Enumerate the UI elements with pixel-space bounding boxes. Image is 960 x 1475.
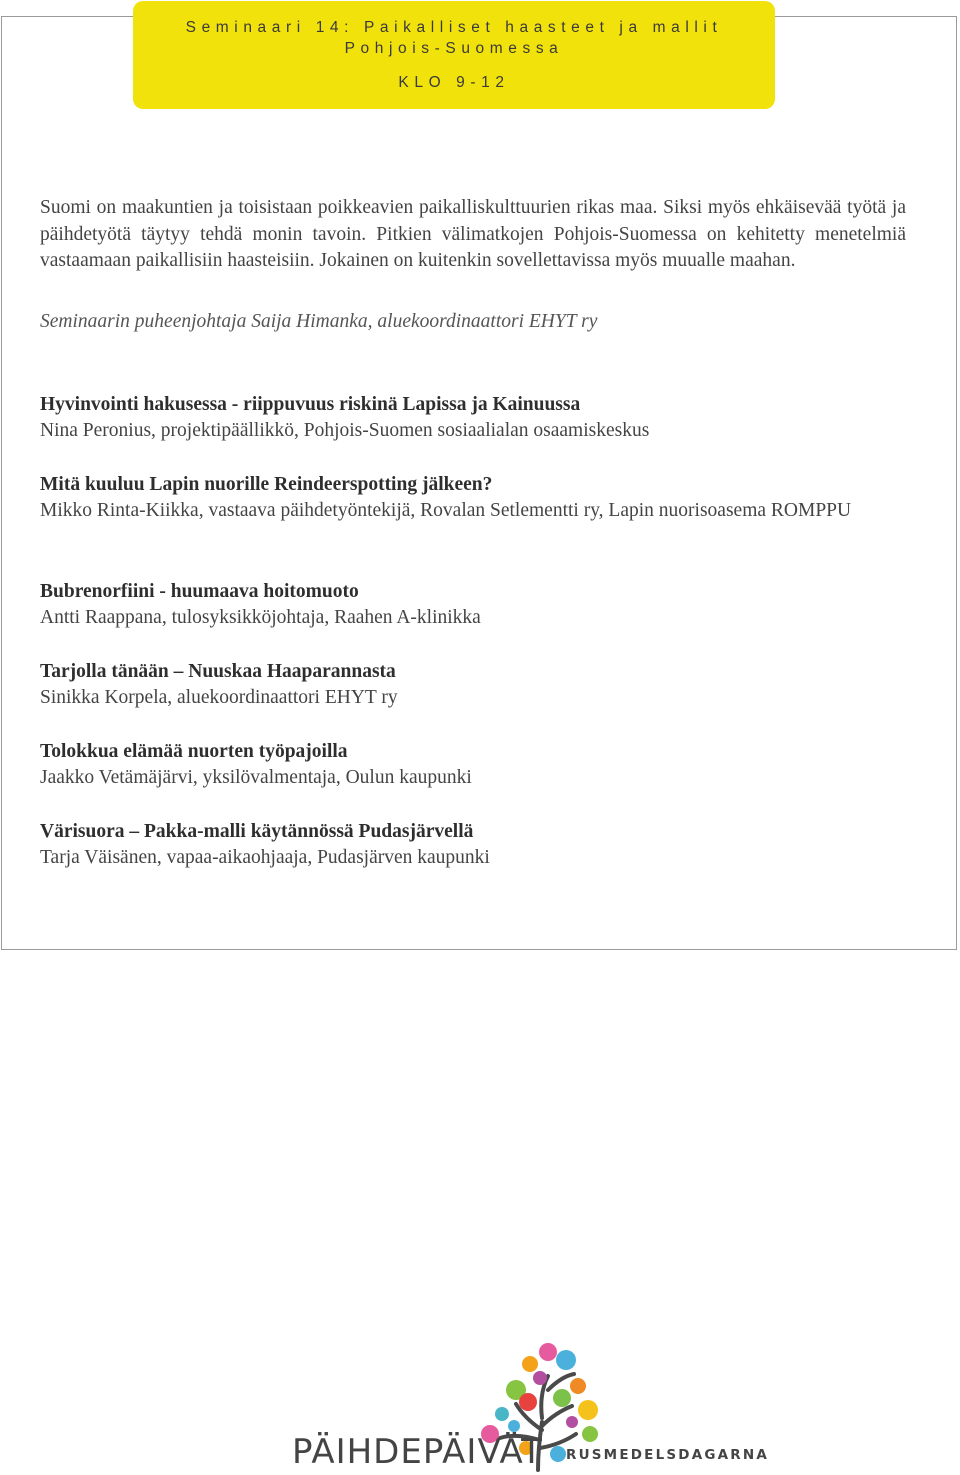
logo-main-text: PÄIHDEPÄIVÄT <box>292 1432 543 1472</box>
talk-title: Värisuora – Pakka-malli käytännössä Pudasjärvellä <box>40 821 474 842</box>
talk-item <box>40 392 920 444</box>
talk-speaker: Nina Peronius, projektipäällikkö, Pohjois-Suomen sosiaalialan osaamiskeskus <box>40 420 650 441</box>
intro-text <box>40 195 906 275</box>
talk-item <box>40 472 920 524</box>
intro-paragraph: Suomi on maakuntien ja toisistaan poikkeavien paikalliskulttuurien rikas maa. Siksi myös ehkäisevää työtä ja päihdetyötä täytyy tehdä monin tavoin. Pitkien välimatkojen Pohjois-Suomessa on kehitetty menetelmiä vastaamaan paikallisiin haasteisiin. Jokainen on kuitenkin sovellettavissa myös muualle maahan. <box>40 197 906 271</box>
talk-speaker: Tarja Väisänen, vapaa-aikaohjaaja, Pudasjärven kaupunki <box>40 847 490 868</box>
talk-title: Tarjolla tänään – Nuuskaa Haaparannasta <box>40 661 396 682</box>
talk-title: Bubrenorfiini - huumaava hoitomuoto <box>40 581 359 602</box>
talk-item <box>40 659 920 711</box>
banner-title: Seminaari 14: Paikalliset haasteet ja mallit <box>185 19 723 36</box>
talk-speaker: Sinikka Korpela, aluekoordinaattori EHYT ry <box>40 687 398 708</box>
talk-item <box>40 819 920 871</box>
talk-speaker: Antti Raappana, tulosyksikköjohtaja, Raahen A-klinikka <box>40 607 481 628</box>
talk-speaker: Jaakko Vetämäjärvi, yksilövalmentaja, Oulun kaupunki <box>40 767 472 788</box>
chairperson: Seminaarin puheenjohtaja Saija Himanka, aluekoordinaattori EHYT ry <box>40 311 598 332</box>
paihdepaivat-logo <box>290 1330 770 1475</box>
talk-title: Tolokkua elämää nuorten työpajoilla <box>40 741 348 762</box>
banner-subtitle: Pohjois-Suomessa <box>344 40 564 57</box>
talk-speaker: Mikko Rinta-Kiikka, vastaava päihdetyöntekijä, Rovalan Setlementti ry, Lapin nuorisoasema ROMPPU <box>40 500 852 521</box>
banner-time: KLO 9-12 <box>398 74 510 91</box>
talk-title: Mitä kuuluu Lapin nuorille Reindeerspotting jälkeen? <box>40 474 493 495</box>
talk-title: Hyvinvointi hakusessa - riippuvuus riskinä Lapissa ja Kainuussa <box>40 394 581 415</box>
talk-item <box>40 739 920 791</box>
talk-item <box>40 579 920 631</box>
seminar-banner <box>133 1 775 109</box>
logo-sub-text: RUSMEDELSDAGARNA <box>566 1447 770 1463</box>
